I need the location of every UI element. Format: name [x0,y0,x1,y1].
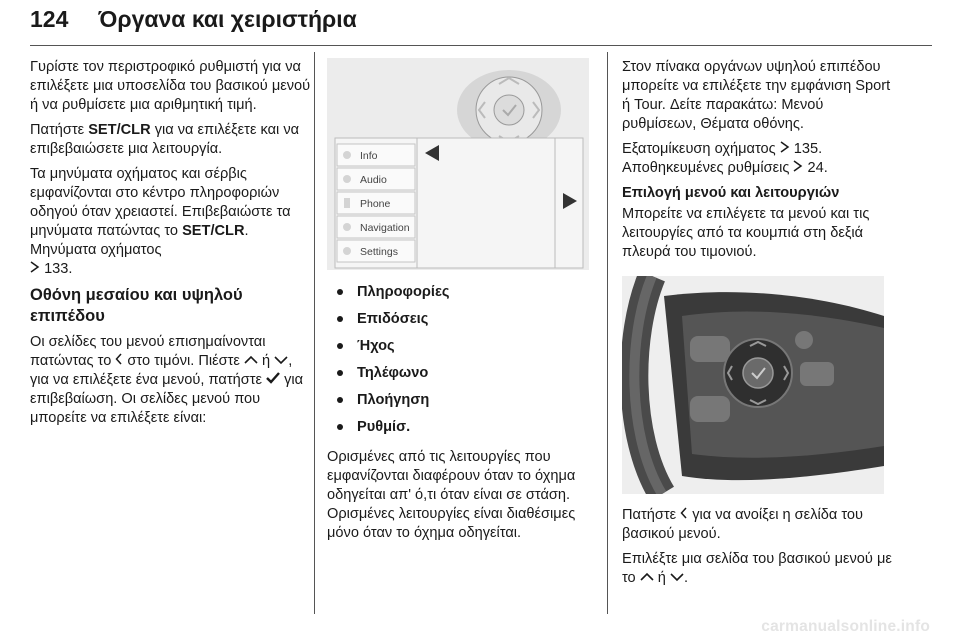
paragraph-buttons: Μπορείτε να επιλέγετε τα μενού και τις λειτουργίες από τα κουμπιά στη δεξιά πλευρά του τιμονιού. [622,206,870,260]
paragraph-open-menu: Πατήστε για να ανοίξει η σελίδα του βασικού μενού. [622,507,864,542]
settings-icon [343,247,351,255]
page-header [30,6,357,33]
page-ref-icon [30,261,40,277]
column-3 [622,58,892,594]
menu-item-audio: Audio [360,174,387,186]
voice-button-icon [690,396,730,422]
column-1 [30,58,315,434]
phone-button-icon [690,336,730,362]
column-2 [327,58,597,549]
page-ref-link[interactable]: 135. [793,141,823,157]
menu-item-info: Info [360,150,378,162]
checkmark-icon [266,372,280,388]
paragraph-instrument-panel: Στον πίνακα οργάνων υψηλού επιπέδου μπορείτε να επιλέξετε την εμφάνιση Sport ή Tour. Δείτε παρακάτω: Μενού ρυθμίσεων, Θέματα οθόνης. [622,59,891,132]
paragraph-functions: Ορισμένες από τις λειτουργίες που εμφανίζονται διαφέρουν όταν το όχημα οδηγείται απ' ό,τι όταν είναι σε στάση. Ορισμένες λειτουργίες είναι διαθέσιμες μόνο όταν το όχημα οδηγείται. [327,449,576,541]
paragraph-menu-pages: Οι σελίδες του μενού επισημαίνονται πατώντας το στο τιμόνι. Πιέστε ή , για να επιλέξετε ένα μενού, πατήστε για επιβεβαίωση. Οι σελίδες μενού που μπορείτε να επιλέξετε είναι: [30,334,304,426]
list-item: Ρυθμίσ. [327,417,597,444]
list-item: Πληροφορίες [327,282,597,309]
steering-wheel-figure [622,276,884,494]
paragraph-messages: Τα μηνύματα οχήματος και σέρβις εμφανίζονται στο κέντρο πληροφοριών οδηγού όταν χρειαστεί. Επιβεβαιώστε τα μηνύματα πατώντας το SET/CLR. Μηνύματα οχήματος 133. [30,166,291,277]
column-divider-2 [607,52,608,614]
paragraph-refs: Εξατομίκευση οχήματος 135. Αποθηκευμένες ρυθμίσεις 24. [622,141,828,176]
page-ref-icon [780,141,790,157]
page-title: Όργανα και χειριστήρια [98,6,357,32]
list-item: Επιδόσεις [327,309,597,336]
chevron-up-icon [640,570,654,586]
menu-item-settings: Settings [360,246,398,258]
paragraph-set-clr: Πατήστε SET/CLR για να επιλέξετε και να επιβεβαιώσετε μια λειτουργία. [30,122,300,157]
list-item: Ήχος [327,336,597,363]
section-heading-display: Οθόνη μεσαίου και υψηλού επιπέδου [30,286,243,325]
volume-button-icon [800,362,834,386]
chevron-down-icon [274,353,288,369]
source-button-icon [795,331,813,349]
watermark: carmanualsonline.info [761,618,930,635]
chevron-up-icon [244,353,258,369]
menu-item-phone: Phone [360,198,391,210]
phone-icon [344,198,350,208]
page-ref-icon [793,160,803,176]
set-clr-button-icon [743,358,773,388]
audio-icon [343,175,351,183]
list-item: Τηλέφωνο [327,363,597,390]
menu-pages-list [327,282,597,444]
menu-item-navigation: Navigation [360,222,410,234]
menu-screen-figure [327,58,589,270]
paragraph-select-page: Επιλέξτε μια σελίδα του βασικού μενού με το ή . [622,551,892,586]
page-ref-link[interactable]: 24. [807,160,828,176]
steering-wheel-illustration [622,276,884,494]
chevron-left-icon [680,507,688,523]
chevron-down-icon [670,570,684,586]
page-ref-link[interactable]: 133. [44,261,73,277]
header-rule [30,45,932,46]
info-icon [343,151,351,159]
paragraph-rotary: Γυρίστε τον περιστροφικό ρυθμιστή για να επιλέξετε μια υποσελίδα του βασικού μενού ή να ρυθμίσετε μια αριθμητική τιμή. [30,59,311,113]
list-item: Πλοήγηση [327,390,597,417]
section-heading-menu-selection: Επιλογή μενού και λειτουργιών [622,185,840,201]
steering-controls-illustration [327,58,589,270]
navigation-icon [343,223,351,231]
page-number: 124 [30,6,69,32]
